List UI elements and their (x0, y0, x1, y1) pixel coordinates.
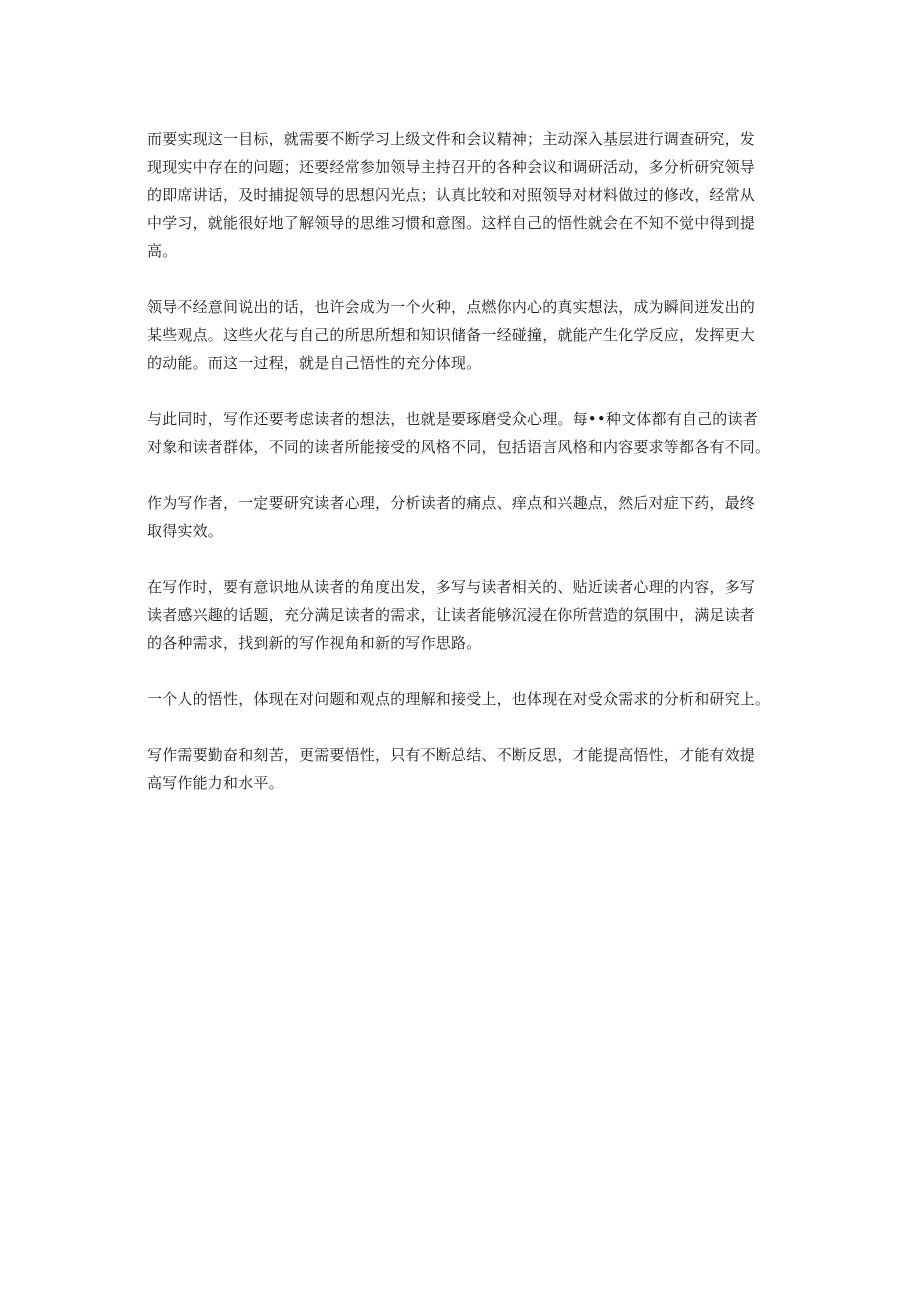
paragraph-3 (147, 405, 787, 461)
text-line: 读者感兴趣的话题，充分满足读者的需求，让读者能够沉浸在你所营造的氛围中，满足读者 (147, 606, 756, 624)
text-line: 一个人的悟性，体现在对问题和观点的理解和接受上，也体现在对受众需求的分析和研究上。 (147, 690, 771, 708)
text-line: 写作需要勤奋和刻苦，更需要悟性，只有不断总结、不断反思，才能提高悟性，才能有效提 (147, 746, 756, 764)
text-line: 中学习，就能很好地了解领导的思维习惯和意图。这样自己的悟性就会在不知不觉中得到提 (147, 214, 756, 232)
text-line: 在写作时，要有意识地从读者的角度出发，多写与读者相关的、贴近读者心理的内容，多写 (147, 578, 756, 596)
text-line: 与此同时，写作还要考虑读者的想法，也就是要琢磨受众心理。每••种文体都有自己的读者 (147, 410, 758, 428)
paragraph-4 (147, 489, 787, 545)
text-line: 高。 (147, 242, 178, 260)
text-line: 的即席讲话，及时捕捉领导的思想闪光点；认真比较和对照领导对材料做过的修改，经常从 (147, 186, 756, 204)
text-line: 作为写作者，一定要研究读者心理，分析读者的痛点、痒点和兴趣点，然后对症下药，最终 (147, 494, 756, 512)
text-line: 的动能。而这一过程，就是自己悟性的充分体现。 (147, 354, 482, 372)
text-line: 领导不经意间说出的话，也许会成为一个火种，点燃你内心的真实想法，成为瞬间迸发出的 (147, 298, 756, 316)
document-body (147, 125, 787, 825)
paragraph-2 (147, 293, 787, 377)
text-line: 现现实中存在的问题；还要经常参加领导主持召开的各种会议和调研活动，多分析研究领导 (147, 158, 756, 176)
text-line: 高写作能力和水平。 (147, 774, 284, 792)
text-line: 而要实现这一目标，就需要不断学习上级文件和会议精神；主动深入基层进行调查研究，发 (147, 130, 756, 148)
text-line: 的各种需求，找到新的写作视角和新的写作思路。 (147, 634, 482, 652)
paragraph-1 (147, 125, 787, 265)
text-line: 取得实效。 (147, 522, 224, 540)
paragraph-5 (147, 573, 787, 657)
text-line: 对象和读者群体，不同的读者所能接受的风格不同，包括语言风格和内容要求等都各有不同。 (147, 438, 771, 456)
paragraph-7 (147, 741, 787, 797)
paragraph-6 (147, 685, 787, 713)
text-line: 某些观点。这些火花与自己的所思所想和知识储备一经碰撞，就能产生化学反应，发挥更大 (147, 326, 756, 344)
